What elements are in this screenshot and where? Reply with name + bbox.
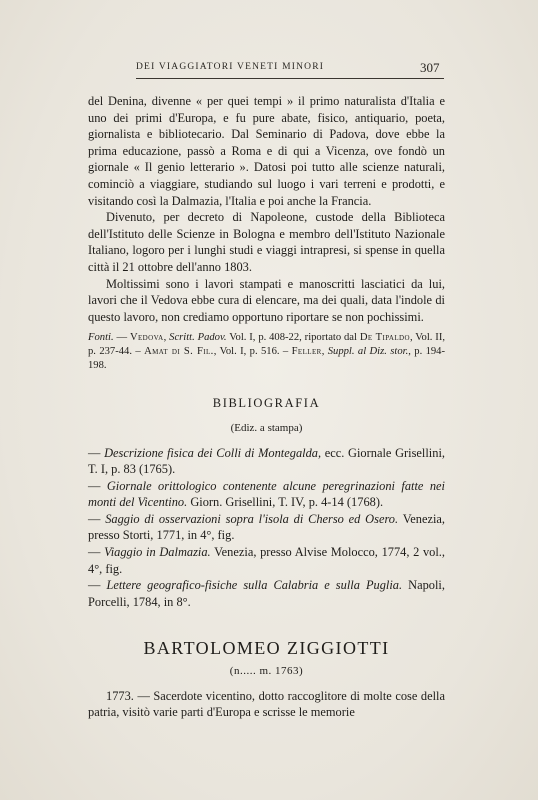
source-ref: Vol. I, p. 516. – (219, 346, 289, 358)
source-author: Feller (291, 346, 322, 358)
paragraph: Divenuto, per decreto di Napoleone, custode della Biblioteca dell'Istituto delle Scienze in Bologna e membro dell'Istituto Nazionale Italiano, logoro per i lunghi studi e viaggi intrapresi, si spense in quella città il 21 ottobre dell'anno 1803. (88, 210, 445, 274)
entry-details: Napoli, Porcelli, 1784, in 8°. (88, 578, 445, 609)
source-work: Suppl. al Diz. stor. (327, 346, 409, 358)
source-work: Scritt. Padov. (169, 332, 227, 344)
paragraph: del Denina, divenne « per quei tempi » il primo naturalista d'Italia e uno dei primi d'Europa, e fu pure abate, fisico, antiquario, poeta, giornalista e bibliotecario. Dal Seminario di Padova, dove ebbe la prima educazione, passò a Roma e di qui a Vicenza, ove fondò un giornale « Il genio letterario ». Datosi poi tutto alle scienze naturali, cominciò a viaggiare, studiando sul luogo i vari terreni e prodotti, e visitando così la Dalmazia, l'Italia e poi anche la Francia. (88, 94, 445, 208)
biography-title: BARTOLOMEO ZIGGIOTTI (143, 638, 390, 659)
entry-details: Venezia, presso Alvise Molocco, 1774, 2 vol., 4°, fig. (88, 545, 446, 576)
section-subtitle: (Ediz. a stampa) (230, 421, 303, 434)
bibliography-entry: — Descrizione fisica dei Colli di Montegalda, ecc. Giornale Grisellini, T. I, p. 83 (1765). (88, 445, 445, 477)
sources-note: Fonti. — Vedova, Scritt. Padov. Vol. I, p. 408-22, riportato dal De Tipaldo, Vol. II, p. 237-44. – Amat di S. Fil., Vol. I, p. 516. – Feller, Suppl. al Diz. stor., p. 194-198. (88, 332, 446, 372)
entry-title: Descrizione fisica dei Colli di Montegalda, (104, 445, 322, 460)
source-author: Vedova (129, 332, 164, 344)
paragraph: Moltissimi sono i lavori stampati e manoscritti lasciatici da lui, lavori che il Vedova ebbe cura di elencare, ma dei quali, data l'indole di questo lavoro, non crediamo opportuno riportare se non pochissimi. (88, 276, 445, 324)
bibliography-entry: — Saggio di osservazioni sopra l'isola di Cherso ed Osero. Venezia, presso Storti, 1771, in 4°, fig. (88, 511, 445, 543)
entry-title: Viaggio in Dalmazia. (104, 545, 211, 560)
bibliography-entry: — Giornale orittologico contenente alcune peregrinazioni fatte nei monti del Vicentino. Giorn. Grisellini, T. IV, p. 4-14 (1768). (88, 478, 445, 510)
source-author: De Tipaldo (359, 332, 410, 344)
entry-title: Giornale orittologico contenente alcune peregrinazioni fatte nei monti del Vicentino. (88, 478, 445, 510)
header-rule (136, 78, 444, 79)
source-ref: Vol. I, p. 408-22, riportato dal (229, 332, 357, 344)
sources-label: Fonti. (88, 332, 114, 344)
bibliography-entry: — Viaggio in Dalmazia. Venezia, presso Alvise Molocco, 1774, 2 vol., 4°, fig. (88, 545, 446, 576)
source-ref: Vol. II, p. 237-44. – (88, 332, 446, 358)
source-ref: p. 194-198. (88, 346, 446, 372)
bibliography-entry: — Lettere geografico-fisiche sulla Calabria e sulla Puglia. Napoli, Porcelli, 1784, in 8°. (88, 578, 445, 609)
source-author: Amat di S. Fil. (144, 346, 214, 358)
running-head: DEI VIAGGIATORI VENETI MINORI (136, 62, 325, 72)
biography-dates: (n..... m. 1763) (229, 665, 304, 678)
entry-details: Giorn. Grisellini, T. IV, p. 4-14 (1768). (190, 495, 384, 510)
entry-title: Lettere geografico-fisiche sulla Calabria e sulla Puglia. (106, 578, 403, 593)
entry-title: Saggio di osservazioni sopra l'isola di Cherso ed Osero. (105, 511, 399, 526)
section-title: BIBLIOGRAFIA (212, 396, 321, 411)
page-number: 307 (420, 60, 440, 75)
entry-details: Venezia, presso Storti, 1771, in 4°, fig. (88, 511, 445, 543)
entry-details: ecc. Giornale Grisellini, T. I, p. 83 (1765). (88, 445, 445, 477)
page-body (88, 93, 445, 721)
paragraph: 1773. — Sacerdote vicentino, dotto raccoglitore di molte cose della patria, visitò varie parti d'Europa e scrisse le memorie (88, 688, 445, 720)
